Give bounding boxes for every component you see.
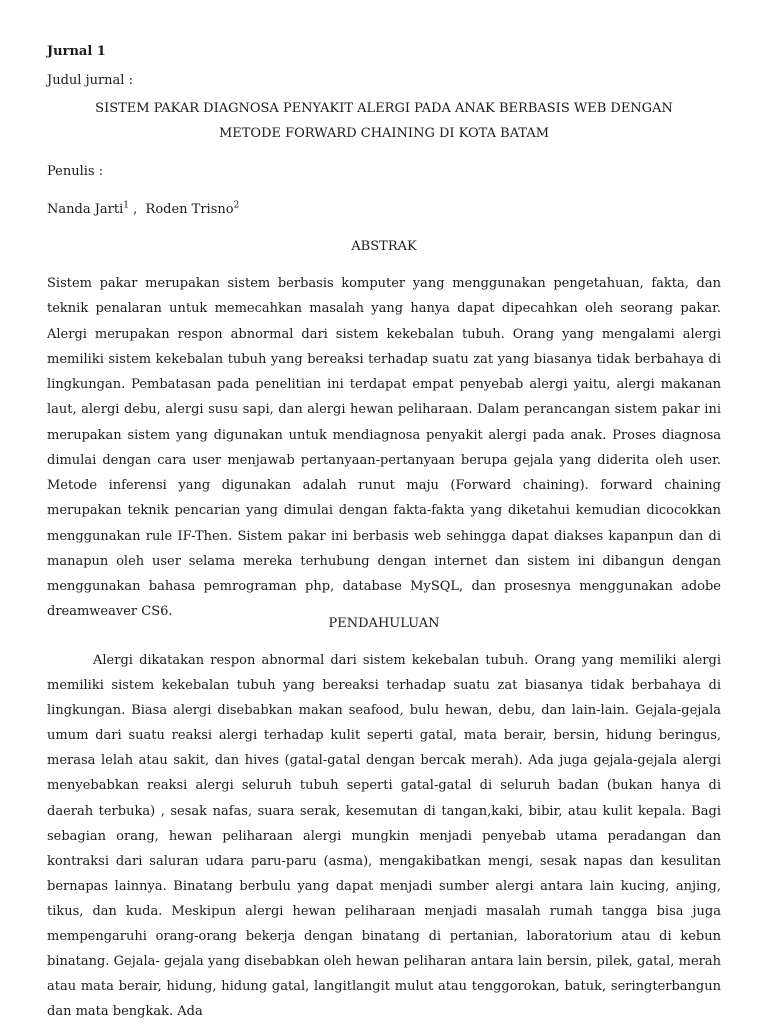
introduction-heading: PENDAHULUAN [328, 616, 440, 631]
abstract-heading: ABSTRAK [351, 239, 417, 254]
author-label: Penulis : [47, 164, 104, 179]
author-separator: , [129, 202, 146, 217]
introduction-paragraph: Alergi dikatakan respon abnormal dari sistem kekebalan tubuh. Orang yang memiliki alergi memiliki sistem kekebalan tubuh yang bereaksi terhadap suatu zat biasanya tidak berbahaya di lingkungan. Biasa alergi disebabkan makan seafood, bulu hewan, debu, dan lain-lain. Gejala-gejala umum dari suatu reaksi alergi terhadap kulit seperti gatal, mata berair, bersin, hidung beringus, merasa lelah atau sakit, dan hives (gatal-gatal dengan bercak merah). Ada juga gejala-gejala alergi menyebabkan reaksi alergi seluruh tubuh seperti gatal-gatal di seluruh badan (bukan hanya di daerah terbuka) , sesak nafas, suara serak, kesemutan di tangan,kaki, bibir, atau kulit kepala. Bagi sebagian orang, hewan peliharaan alergi mungkin menjadi penyebab utama peradangan dan kontraksi dari saluran udara paru-paru (asma), mengakibatkan mengi, sesak napas dan kesulitan bernapas lainnya. Binatang berbulu yang dapat menjadi sumber alergi antara lain kucing, anjing, tikus, dan kuda. Meskipun alergi hewan peliharaan menjadi masalah rumah tangga bisa juga mempengaruhi orang-orang bekerja dengan binatang di pertanian, laboratorium atau di kebun binatang. Gejala- gejala yang disebabkan oleh hewan peliharan antara lain bersin, pilek, gatal, merah atau mata berair, hidung, hidung gatal, langitlangit mulut atau tenggorokan, batuk, seringterbangun dan mata bengkak. Ada [47, 653, 721, 1020]
author-second: Roden Trisno [145, 202, 234, 217]
journal-title-line-2: METODE FORWARD CHAINING DI KOTA BATAM [218, 126, 550, 141]
author-line [47, 200, 240, 217]
author-second-sup: 2 [233, 200, 240, 211]
author-first: Nanda Jarti [47, 202, 124, 217]
title-label: Judul jurnal : [47, 73, 133, 88]
abstract-paragraph: Sistem pakar merupakan sistem berbasis komputer yang menggunakan pengetahuan, fakta, dan teknik penalaran untuk memecahkan masalah yang hanya dapat dipecahkan oleh seorang pakar. Alergi merupakan respon abnormal dari sistem kekebalan tubuh. Orang yang mengalami alergi memiliki sistem kekebalan tubuh yang bereaksi terhadap suatu zat yang biasanya tidak berbahaya di lingkungan. Pembatasan pada penelitian ini terdapat empat penyebab alergi yaitu, alergi makanan laut, alergi debu, alergi susu sapi, dan alergi hewan peliharaan. Dalam perancangan sistem pakar ini merupakan sistem yang digunakan untuk mendiagnosa penyakit alergi pada anak. Proses diagnosa dimulai dengan cara user menjawab pertanyaan-pertanyaan berupa gejala yang diderita oleh user. Metode inferensi yang digunakan adalah runut maju (Forward chaining). forward chaining merupakan teknik pencarian yang dimulai dengan fakta-fakta yang diketahui kemudian dicocokkan menggunakan rule IF-Then. Sistem pakar ini berbasis web sehingga dapat diakses kapanpun dan di manapun oleh user selama mereka terhubung dengan internet dan sistem ini dibangun dengan menggunakan bahasa pemrograman php, database MySQL, dan prosesnya menggunakan adobe dreamweaver CS6. [47, 276, 721, 620]
journal-heading: Jurnal 1 [47, 44, 106, 59]
author-first-sup: 1 [123, 200, 129, 211]
journal-title-line-1: SISTEM PAKAR DIAGNOSA PENYAKIT ALERGI PADA ANAK BERBASIS WEB DENGAN [95, 101, 673, 116]
